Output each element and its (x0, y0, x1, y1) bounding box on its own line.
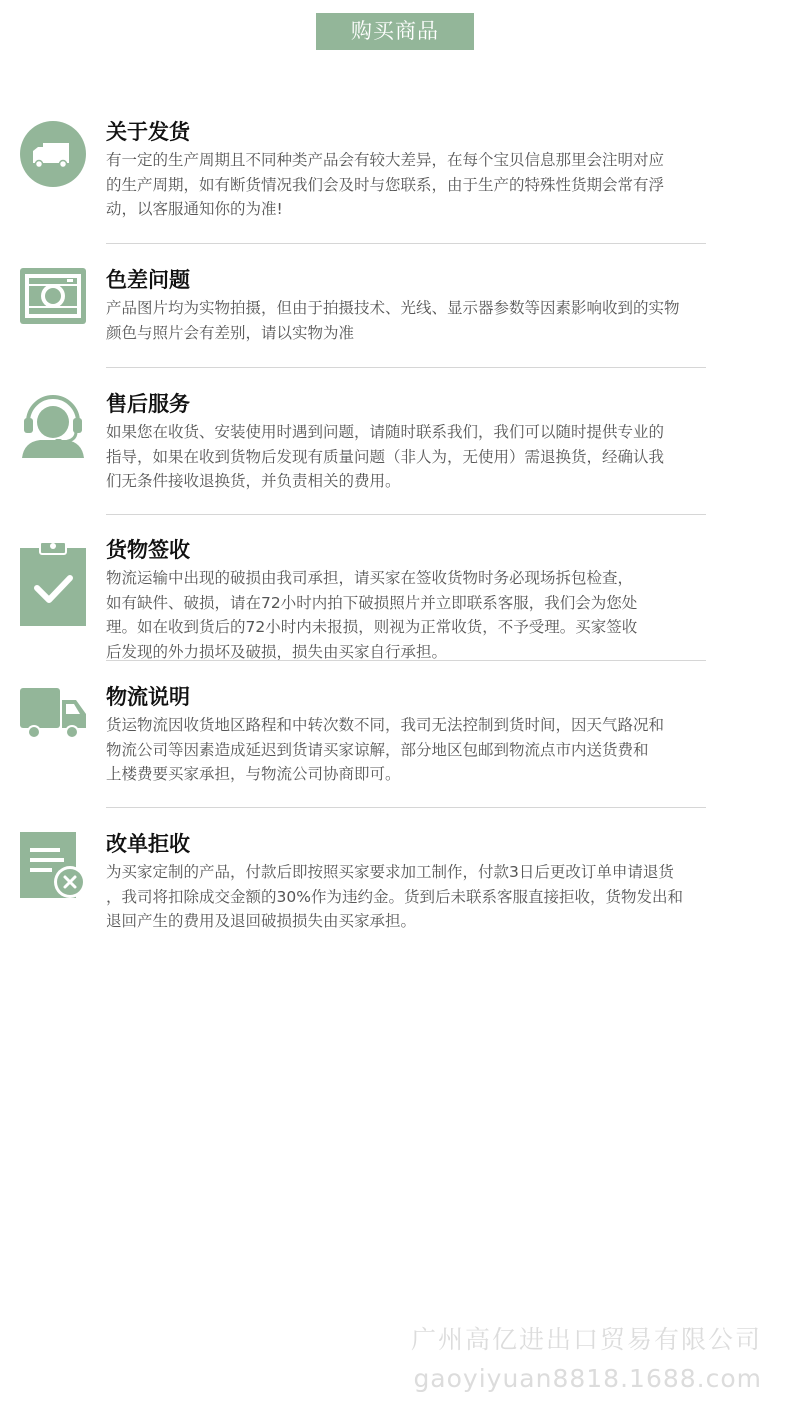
delivery-truck-icon (20, 684, 86, 750)
headset-agent-icon (20, 392, 86, 458)
divider (106, 243, 706, 244)
divider (106, 367, 706, 368)
section-body: 为买家定制的产品，付款后即按照买家要求加工制作，付款3日后更改订单申请退货 ，我司将扣除成交金额的30%作为违约金。货到后未联系客服直接拒收，货物发出和 退回产生的费用及退回破损损失由买家承担。 (106, 863, 683, 930)
camera-icon (20, 262, 86, 328)
section-body: 货运物流因收货地区路程和中转次数不同，我司无法控制到货时间，因天气路况和 物流公司等因素造成延迟到货请买家谅解，部分地区包邮到物流点市内送货费和 上楼费要买家承担，与物流公司协商即可。 (106, 716, 665, 783)
section-body: 有一定的生产周期且不同种类产品会有较大差异，在每个宝贝信息那里会注明对应 的生产周期，如有断货情况我们会及时与您联系，由于生产的特殊性货期会常有浮 动，以客服通知你的为准! (106, 151, 665, 218)
section-title: 改单拒收 (106, 832, 190, 856)
divider (106, 807, 706, 808)
section-title: 货物签收 (106, 538, 190, 562)
section-body: 物流运输中出现的破损由我司承担，请买家在签收货物时务必现场拆包检查， 如有缺件、破损，请在72小时内拍下破损照片并立即联系客服，我们会为您处 理。如在收到货后的72小时内未报损，则视为正常收货，不予受理。买家签收 后发现的外力损坏及破损，损失由买家自行承担。 (106, 569, 638, 661)
section-header-badge: 购买商品 (316, 13, 474, 50)
section-title: 关于发货 (106, 120, 190, 144)
truck-icon (20, 121, 86, 187)
clipboard-check-icon (20, 540, 86, 626)
document-cancel-icon (20, 832, 86, 898)
divider (106, 514, 706, 515)
watermark-company: 广州高亿进出口贸易有限公司 (410, 1325, 762, 1354)
section-title: 色差问题 (106, 268, 190, 292)
section-title: 物流说明 (106, 685, 190, 709)
section-body: 如果您在收货、安装使用时遇到问题，请随时联系我们，我们可以随时提供专业的 指导，如果在收到货物后发现有质量问题（非人为，无使用）需退换货，经确认我 们无条件接收退换货，并负责相关的费用。 (106, 423, 665, 490)
divider (106, 660, 706, 661)
section-title: 售后服务 (106, 392, 190, 416)
watermark-url: gaoyiyuan8818.1688.com (413, 1364, 762, 1393)
section-body: 产品图片均为实物拍摄，但由于拍摄技术、光线、显示器参数等因素影响收到的实物 颜色与照片会有差别，请以实物为准 (106, 299, 680, 342)
